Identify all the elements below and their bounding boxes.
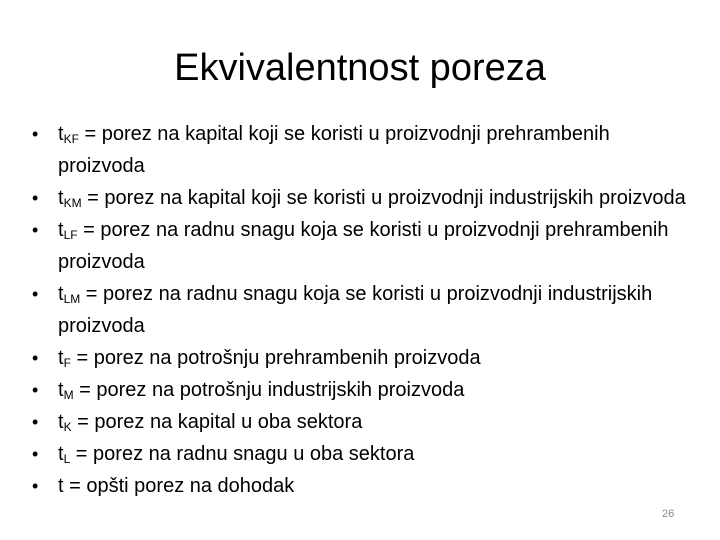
tax-symbol: t xyxy=(58,123,64,145)
bullet-item xyxy=(32,278,692,342)
tax-subscript: K xyxy=(63,420,72,434)
tax-subscript: KF xyxy=(63,132,79,146)
bullet-dot-icon: • xyxy=(32,380,39,400)
bullet-item xyxy=(32,374,692,406)
bullet-dot-icon: • xyxy=(32,220,39,240)
tax-subscript: LF xyxy=(63,228,78,242)
tax-subscript: M xyxy=(63,388,74,402)
slide-title: Ekvivalentnost poreza xyxy=(174,47,546,89)
tax-symbol: t xyxy=(58,411,64,433)
bullet-item xyxy=(32,214,692,278)
bullet-item xyxy=(32,182,692,214)
bullet-dot-icon: • xyxy=(32,188,39,208)
bullet-text: = porez na radnu snagu u oba sektora xyxy=(70,443,415,465)
bullet-text: = porez na radnu snagu koja se koristi u proizvodnji prehrambenih proizvoda xyxy=(58,219,669,273)
bullet-dot-icon: • xyxy=(32,476,39,496)
tax-symbol: t xyxy=(58,475,64,497)
bullet-text: = porez na kapital koji se koristi u proizvodnji industrijskih proizvoda xyxy=(81,187,686,209)
bullet-dot-icon: • xyxy=(32,348,39,368)
tax-subscript: LM xyxy=(63,292,81,306)
bullet-list xyxy=(32,118,692,502)
tax-symbol: t xyxy=(58,219,64,241)
tax-symbol: t xyxy=(58,443,64,465)
bullet-text: = porez na kapital koji se koristi u proizvodnji prehrambenih proizvoda xyxy=(58,123,610,177)
bullet-dot-icon: • xyxy=(32,444,39,464)
bullet-dot-icon: • xyxy=(32,284,39,304)
bullet-dot-icon: • xyxy=(32,412,39,432)
bullet-text: = opšti porez na dohodak xyxy=(63,475,295,497)
bullet-item xyxy=(32,438,692,470)
bullet-text: = porez na potrošnju industrijskih proizvoda xyxy=(73,379,465,401)
tax-symbol: t xyxy=(58,379,64,401)
bullet-text: = porez na kapital u oba sektora xyxy=(71,411,363,433)
bullet-text: = porez na potrošnju prehrambenih proizvoda xyxy=(70,347,481,369)
tax-subscript: KM xyxy=(63,196,82,210)
tax-symbol: t xyxy=(58,283,64,305)
bullet-item xyxy=(32,118,692,182)
bullet-item xyxy=(32,470,692,502)
tax-subscript: F xyxy=(63,356,71,370)
bullet-item xyxy=(32,342,692,374)
bullet-item xyxy=(32,406,692,438)
page-number: 26 xyxy=(662,508,675,520)
bullet-text: = porez na radnu snagu koja se koristi u proizvodnji industrijskih proizvoda xyxy=(58,283,653,337)
tax-subscript: L xyxy=(63,452,71,466)
bullet-dot-icon: • xyxy=(32,124,39,144)
tax-symbol: t xyxy=(58,187,64,209)
tax-symbol: t xyxy=(58,347,64,369)
